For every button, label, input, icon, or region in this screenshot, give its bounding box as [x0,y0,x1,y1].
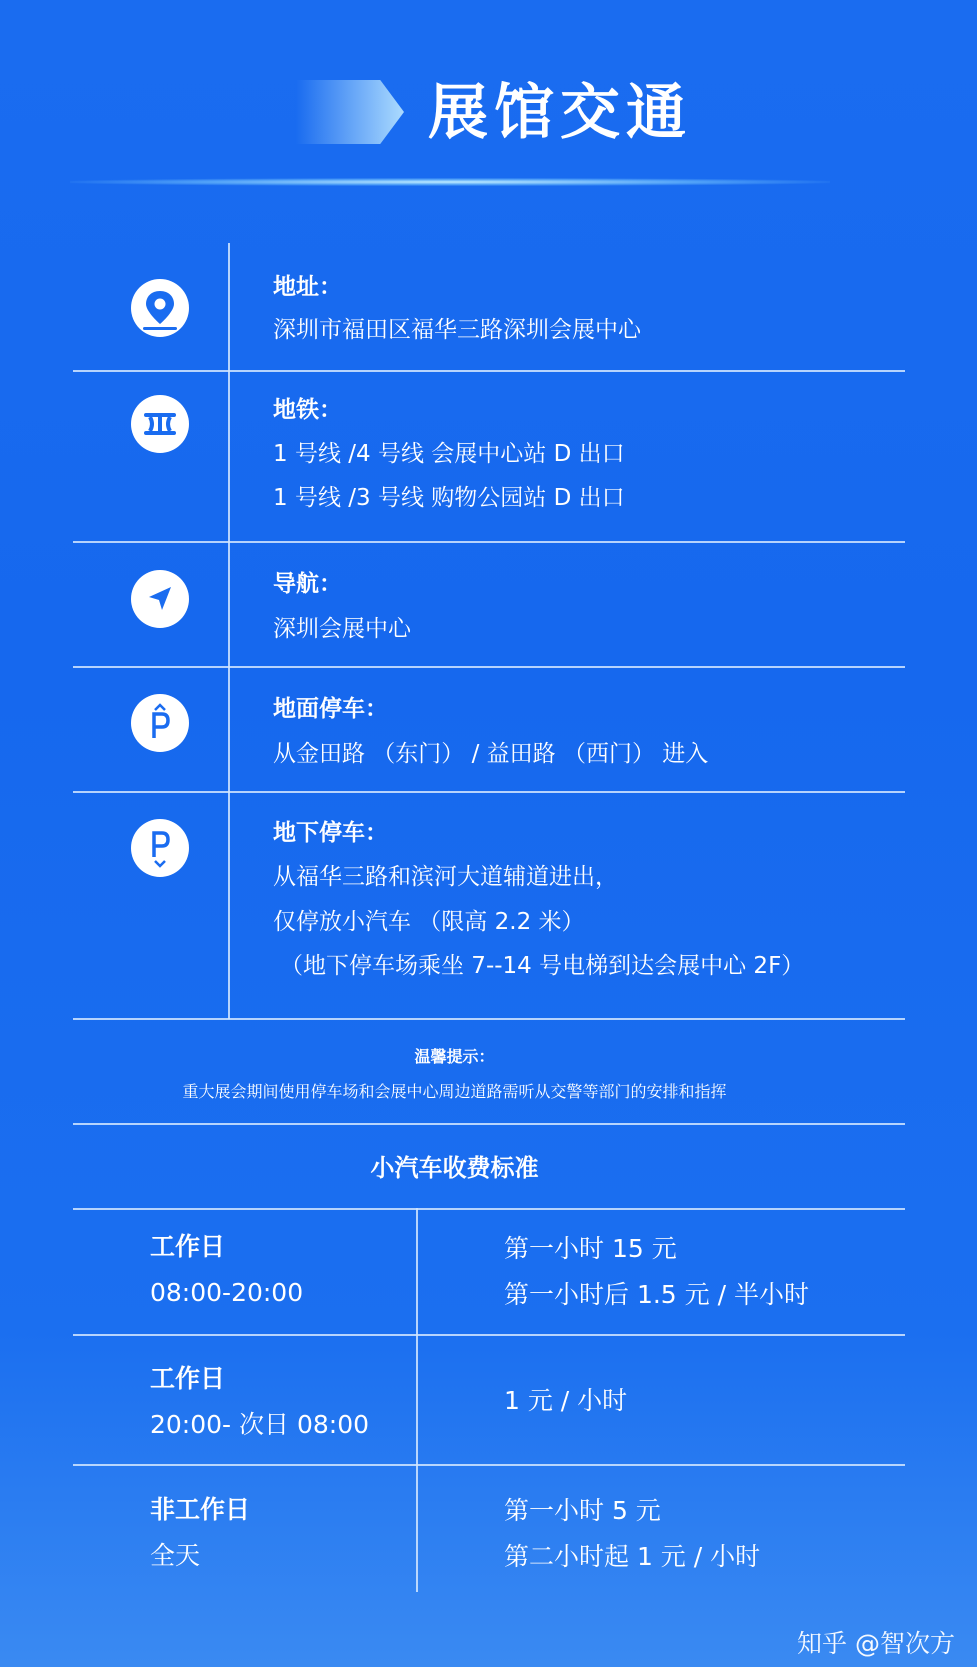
info-column-divider [228,243,230,1019]
ground-parking-label: 地面停车： [273,696,388,722]
page-title: 展馆交通 [428,78,692,148]
fee-table-title: 小汽车收费标准 [370,1154,539,1182]
underground-parking-line-2: 仅停放小汽车 （限高 2.2 米） [273,909,585,935]
section-divider [73,1018,905,1020]
fee-row-time: 20:00- 次日 08:00 [150,1410,370,1439]
metro-line-1: 1 号线 /4 号线 会展中心站 D 出口 [273,441,625,467]
underground-parking-icon [131,819,189,877]
fee-table-divider [73,1208,905,1210]
metro-line-2: 1 号线 /3 号线 购物公园站 D 出口 [273,485,625,511]
fee-row-time: 全天 [150,1541,201,1570]
location-pin-icon [131,279,189,337]
fee-row-divider [73,1464,905,1466]
navigation-text: 深圳会展中心 [273,616,411,642]
underground-parking-label: 地下停车： [273,820,388,846]
fee-row-rate: 第一小时 5 元 [504,1496,661,1525]
tip-title: 温馨提示： [414,1047,495,1066]
section-divider [73,541,905,543]
fee-row-period: 工作日 [150,1364,226,1393]
ground-parking-text: 从金田路 （东门） / 益田路 （西门） 进入 [273,741,709,767]
section-divider [73,666,905,668]
section-divider [73,1123,905,1125]
fee-row-time: 08:00-20:00 [150,1278,304,1307]
section-divider [73,370,905,372]
fee-row-rate: 第一小时 15 元 [504,1234,677,1263]
fee-row-period: 工作日 [150,1232,226,1261]
fee-row-divider [73,1334,905,1336]
underground-parking-line-3: （地下停车场乘坐 7--14 号电梯到达会展中心 2F） [280,953,805,979]
fee-row-rate: 1 元 / 小时 [504,1386,628,1415]
fee-column-divider [416,1208,418,1592]
metro-label: 地铁： [273,397,342,423]
fee-row-period: 非工作日 [150,1495,251,1524]
title-arrow-decoration [296,80,404,144]
ground-parking-icon [131,694,189,752]
shenzhen-metro-icon [131,395,189,453]
fee-row-rate: 第一小时后 1.5 元 / 半小时 [504,1280,809,1309]
navigation-label: 导航： [273,571,342,597]
fee-row-rate: 第二小时起 1 元 / 小时 [504,1542,761,1571]
watermark: 知乎 @智次方 [797,1629,955,1658]
address-label: 地址： [273,274,342,300]
address-text: 深圳市福田区福华三路深圳会展中心 [273,317,641,343]
navigation-arrow-icon [131,570,189,628]
underground-parking-line-1: 从福华三路和滨河大道辅道进出， [273,864,618,890]
section-divider [73,791,905,793]
title-glow-divider [70,178,830,186]
tip-body: 重大展会期间使用停车场和会展中心周边道路需听从交警等部门的安排和指挥 [182,1082,727,1101]
